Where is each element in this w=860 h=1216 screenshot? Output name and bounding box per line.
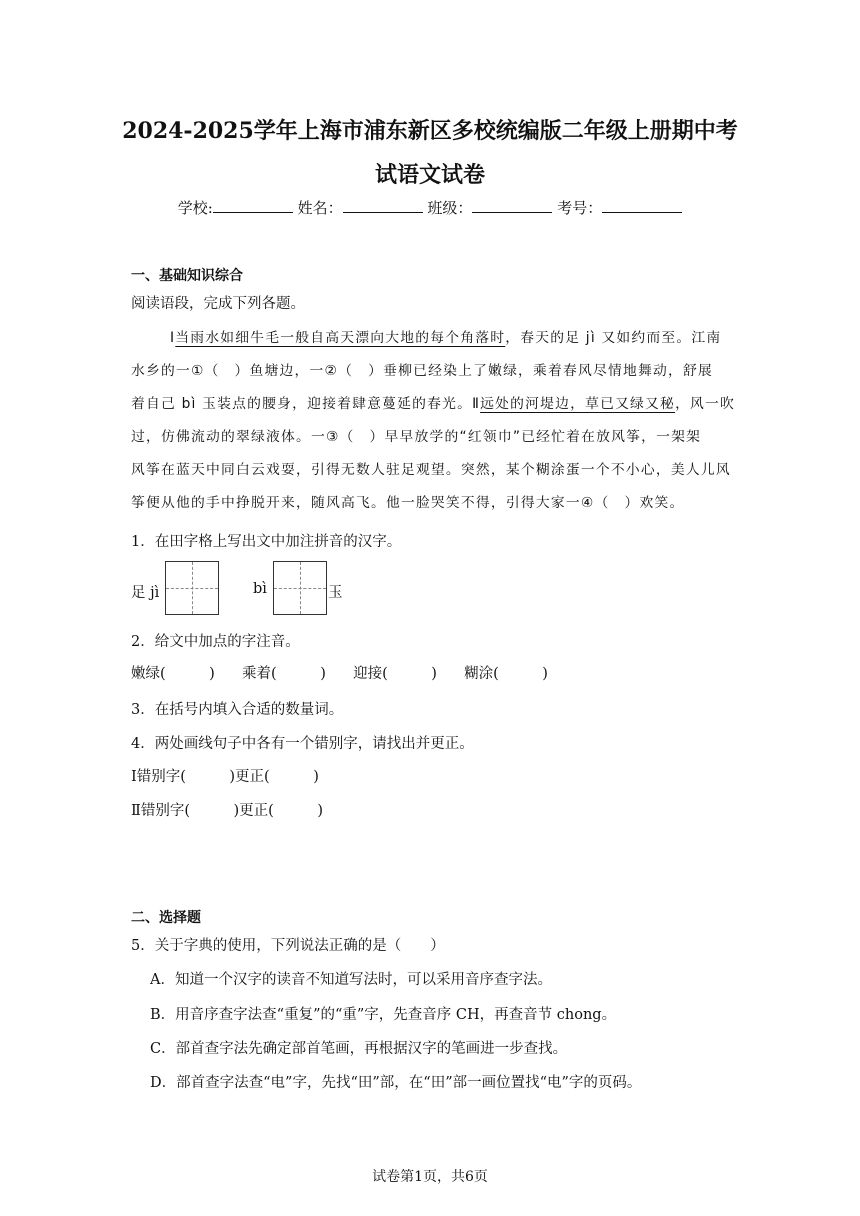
tian-grid-2[interactable] xyxy=(273,561,327,615)
pinyin-label-bi: bì xyxy=(253,581,267,597)
name-field[interactable] xyxy=(343,198,423,213)
class-field[interactable] xyxy=(472,198,552,213)
option-a[interactable]: A．知道一个汉字的读音不知道写法时，可以采用音序查字法。 xyxy=(150,972,552,988)
question-5: 5．关于字典的使用，下列说法正确的是（ ） xyxy=(131,938,445,954)
q2-answer-row xyxy=(131,662,548,683)
class-label: 班级： xyxy=(427,199,473,217)
name-label: 姓名： xyxy=(297,199,343,217)
passage-line-1: Ⅰ当雨水如细牛毛一般自高天漂向大地的每个角落时，春天的足 jì 又如约而至。江南 xyxy=(170,330,722,346)
question-2: 2．给文中加点的字注音。 xyxy=(131,634,300,650)
page-title-line1: 2024-2025学年上海市浦东新区多校统编版二年级上册期中考 xyxy=(122,118,738,144)
tian-grid-1[interactable] xyxy=(165,561,219,615)
section2-heading: 二、选择题 xyxy=(131,910,201,926)
school-label: 学校: xyxy=(177,199,213,217)
q2-item-chengzhe[interactable]: 乘着( ) xyxy=(242,666,326,682)
question-1: 1．在田字格上写出文中加注拼音的汉字。 xyxy=(131,534,402,550)
passage-line-5: 风筝在蓝天中同白云戏耍，引得无数人驻足观望。突然，某个糊涂蛋一个不小心，美人儿风 xyxy=(131,462,731,478)
student-info-row xyxy=(0,197,860,218)
pinyin-label-ji: 足 jì xyxy=(131,585,160,601)
option-b[interactable]: B．用音序查字法查“重复”的“重”字，先查音序 CH，再查音节 chong。 xyxy=(150,1007,617,1023)
exam-number-field[interactable] xyxy=(602,198,682,213)
q4-answer-line-1[interactable]: Ⅰ错别字( )更正( ) xyxy=(131,769,319,785)
section1-heading: 一、基础知识综合 xyxy=(131,268,243,284)
q2-item-nenlu[interactable]: 嫩绿( ) xyxy=(131,666,215,682)
question-3: 3．在括号内填入合适的数量词。 xyxy=(131,702,344,718)
passage-line-2: 水乡的一①（ ）鱼塘边，一②（ ）垂柳已经染上了嫩绿，乘着春风尽情地舞动，舒展 xyxy=(131,363,714,379)
option-d[interactable]: D．部首查字法查“电”字，先找“田”部，在“田”部一画位置找“电”字的页码。 xyxy=(150,1075,642,1091)
page-title-line2: 试语文试卷 xyxy=(374,162,485,188)
q2-item-yingjie[interactable]: 迎接( ) xyxy=(353,666,437,682)
passage-line-6: 筝便从他的手中挣脱开来，随风高飞。他一脸哭笑不得，引得大家一④（ ）欢笑。 xyxy=(131,495,685,511)
underlined-sentence-2: 远处的河堤边，草已又绿又秘 xyxy=(480,396,676,412)
school-field[interactable] xyxy=(213,198,293,213)
q2-item-hutu[interactable]: 糊涂( ) xyxy=(464,666,548,682)
section1-instruction: 阅读语段，完成下列各题。 xyxy=(131,296,305,312)
passage-line-3: 着自己 bì 玉装点的腰身，迎接着肆意蔓延的春光。Ⅱ远处的河堤边，草已又绿又秘，风一吹 xyxy=(131,396,736,412)
underlined-sentence-1: 当雨水如细牛毛一般自高天漂向大地的每个角落时 xyxy=(175,330,506,346)
option-c[interactable]: C．部首查字法先确定部首笔画，再根据汉字的笔画进一步查找。 xyxy=(150,1041,568,1057)
question-4: 4．两处画线句子中各有一个错别字，请找出并更正。 xyxy=(131,736,474,752)
q4-answer-line-2[interactable]: Ⅱ错别字( )更正( ) xyxy=(131,803,323,819)
page-footer: 试卷第1页，共6页 xyxy=(372,1169,488,1185)
exam-number-label: 考号： xyxy=(557,199,603,217)
passage-line-4: 过，仿佛流动的翠绿液体。一③（ ）早早放学的“红领巾”已经忙着在放风筝，一架架 xyxy=(131,429,702,445)
char-label-yu: 玉 xyxy=(328,585,343,601)
